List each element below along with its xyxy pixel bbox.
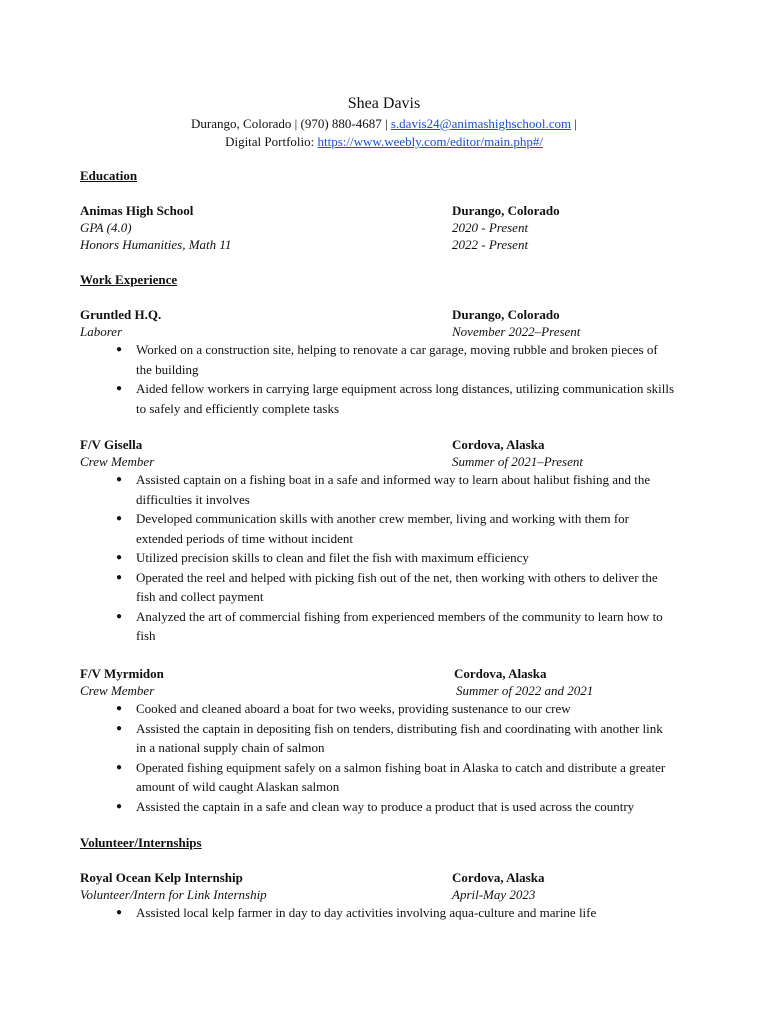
volunteer-entry [80,869,700,923]
bullet-text: Analyzed the art of commercial fishing from experienced members of the community to learn how to fish [136,608,663,643]
gpa: GPA (4.0) [80,220,132,235]
honors-dates: 2022 - Present [452,237,529,252]
candidate-name: Shea Davis [347,95,421,112]
volunteer-header [80,869,700,886]
bullet-item [80,509,676,548]
section-title-volunteer: Volunteer/Internships [80,835,202,850]
contact-separator: | [571,116,577,131]
bullet-item [80,568,676,607]
volunteer-role: Volunteer/Intern for Link Internship [80,887,267,902]
bullet-item [80,758,676,797]
job-org: F/V Gisella [80,437,143,452]
volunteer-section [80,834,700,851]
job-role: Crew Member [80,683,155,698]
bullet-text: Assisted captain on a fishing boat in a safe and informed way to learn about halibut fishing and the difficulties it involves [136,472,651,507]
job-dates: November 2022–Present [452,324,581,339]
bullet-item [80,607,676,646]
section-title-education: Education [80,168,138,183]
volunteer-bullets [80,903,700,923]
bullet-dot-icon: ● [116,513,123,524]
bullet-dot-icon: ● [116,722,123,734]
job-header [80,306,700,323]
job-role-row [80,682,700,699]
bullet-item [80,379,676,418]
school-location: Durango, Colorado [452,203,560,218]
contact-line [0,115,768,133]
bullet-dot-icon: ● [116,907,123,918]
job-bullets [80,340,700,418]
bullet-item [80,719,676,758]
job-org: F/V Myrmidon [80,666,164,681]
job-location: Cordova, Alaska [452,437,545,452]
bullet-text: Worked on a construction site, helping to renovate a car garage, moving rubble and broken pieces of the building [136,342,658,377]
job-location: Durango, Colorado [452,307,560,322]
job-dates: Summer of 2021–Present [452,454,583,469]
job-entry [80,436,700,646]
bullet-item [80,699,676,719]
job-role: Crew Member [80,454,155,469]
education-section [80,167,700,253]
bullet-text: Cooked and cleaned aboard a boat for two weeks, providing sustenance to our crew [136,701,571,716]
education-honors-row [80,236,700,253]
job-bullets [80,470,700,646]
bullet-dot-icon: ● [116,383,123,394]
job-entry [80,665,700,816]
bullet-dot-icon: ● [116,800,123,812]
bullet-text: Assisted the captain in depositing fish on tenders, distributing fish and coordinating with another link in a national supply chain of salmon [136,720,663,755]
section-title-work: Work Experience [80,272,178,287]
bullet-dot-icon: ● [116,571,123,583]
bullet-text: Assisted local kelp farmer in day to day activities involving aqua-culture and marine life [136,905,597,920]
resume-header [0,94,768,151]
portfolio-label: Digital Portfolio: [225,134,318,149]
volunteer-location: Cordova, Alaska [452,870,545,885]
job-header [80,665,700,682]
bullet-dot-icon: ● [116,703,123,714]
bullet-item [80,797,676,817]
bullet-text: Operated fishing equipment safely on a salmon fishing boat in Alaska to catch and distribute a greater amount of wild caught Alaskan salmon [136,759,666,794]
work-section [80,271,700,288]
job-org: Gruntled H.Q. [80,307,162,322]
bullet-text: Utilized precision skills to clean and filet the fish with maximum efficiency [136,550,529,565]
portfolio-link[interactable]: https://www.weebly.com/editor/main.php#/ [317,134,543,149]
job-entry [80,306,700,418]
job-location: Cordova, Alaska [454,666,547,681]
bullet-text: Operated the reel and helped with picking fish out of the net, then working with others to deliver the fish and collect payment [136,569,658,604]
education-gpa-row [80,219,700,236]
job-header [80,436,700,453]
bullet-dot-icon: ● [116,552,123,563]
volunteer-org: Royal Ocean Kelp Internship [80,870,243,885]
job-role: Laborer [80,324,123,339]
bullet-dot-icon: ● [116,474,123,485]
volunteer-dates: April-May 2023 [452,887,536,902]
honors: Honors Humanities, Math 11 [80,237,232,252]
bullet-item [80,340,676,379]
job-role-row [80,323,700,340]
bullet-dot-icon: ● [116,610,123,622]
volunteer-role-row [80,886,700,903]
contact-info: Durango, Colorado | (970) 880-4687 | [191,116,391,131]
job-dates: Summer of 2022 and 2021 [456,683,594,698]
bullet-item [80,903,676,923]
bullet-dot-icon: ● [116,344,123,355]
bullet-item [80,470,676,509]
bullet-text: Aided fellow workers in carrying large equipment across long distances, utilizing communication skills to safely and efficiently complete tasks [136,381,675,416]
portfolio-line [0,133,768,151]
email-link[interactable]: s.davis24@animashighschool.com [390,116,572,131]
bullet-dot-icon: ● [116,761,123,773]
job-role-row [80,453,700,470]
job-bullets [80,699,700,816]
school-name: Animas High School [80,203,194,218]
bullet-item [80,548,676,568]
gpa-dates: 2020 - Present [452,220,529,235]
bullet-text: Assisted the captain in a safe and clean way to produce a product that is used across the country [136,798,635,814]
bullet-text: Developed communication skills with another crew member, living and working with them for extended periods of time without incident [136,511,630,546]
education-entry-header [80,202,700,219]
